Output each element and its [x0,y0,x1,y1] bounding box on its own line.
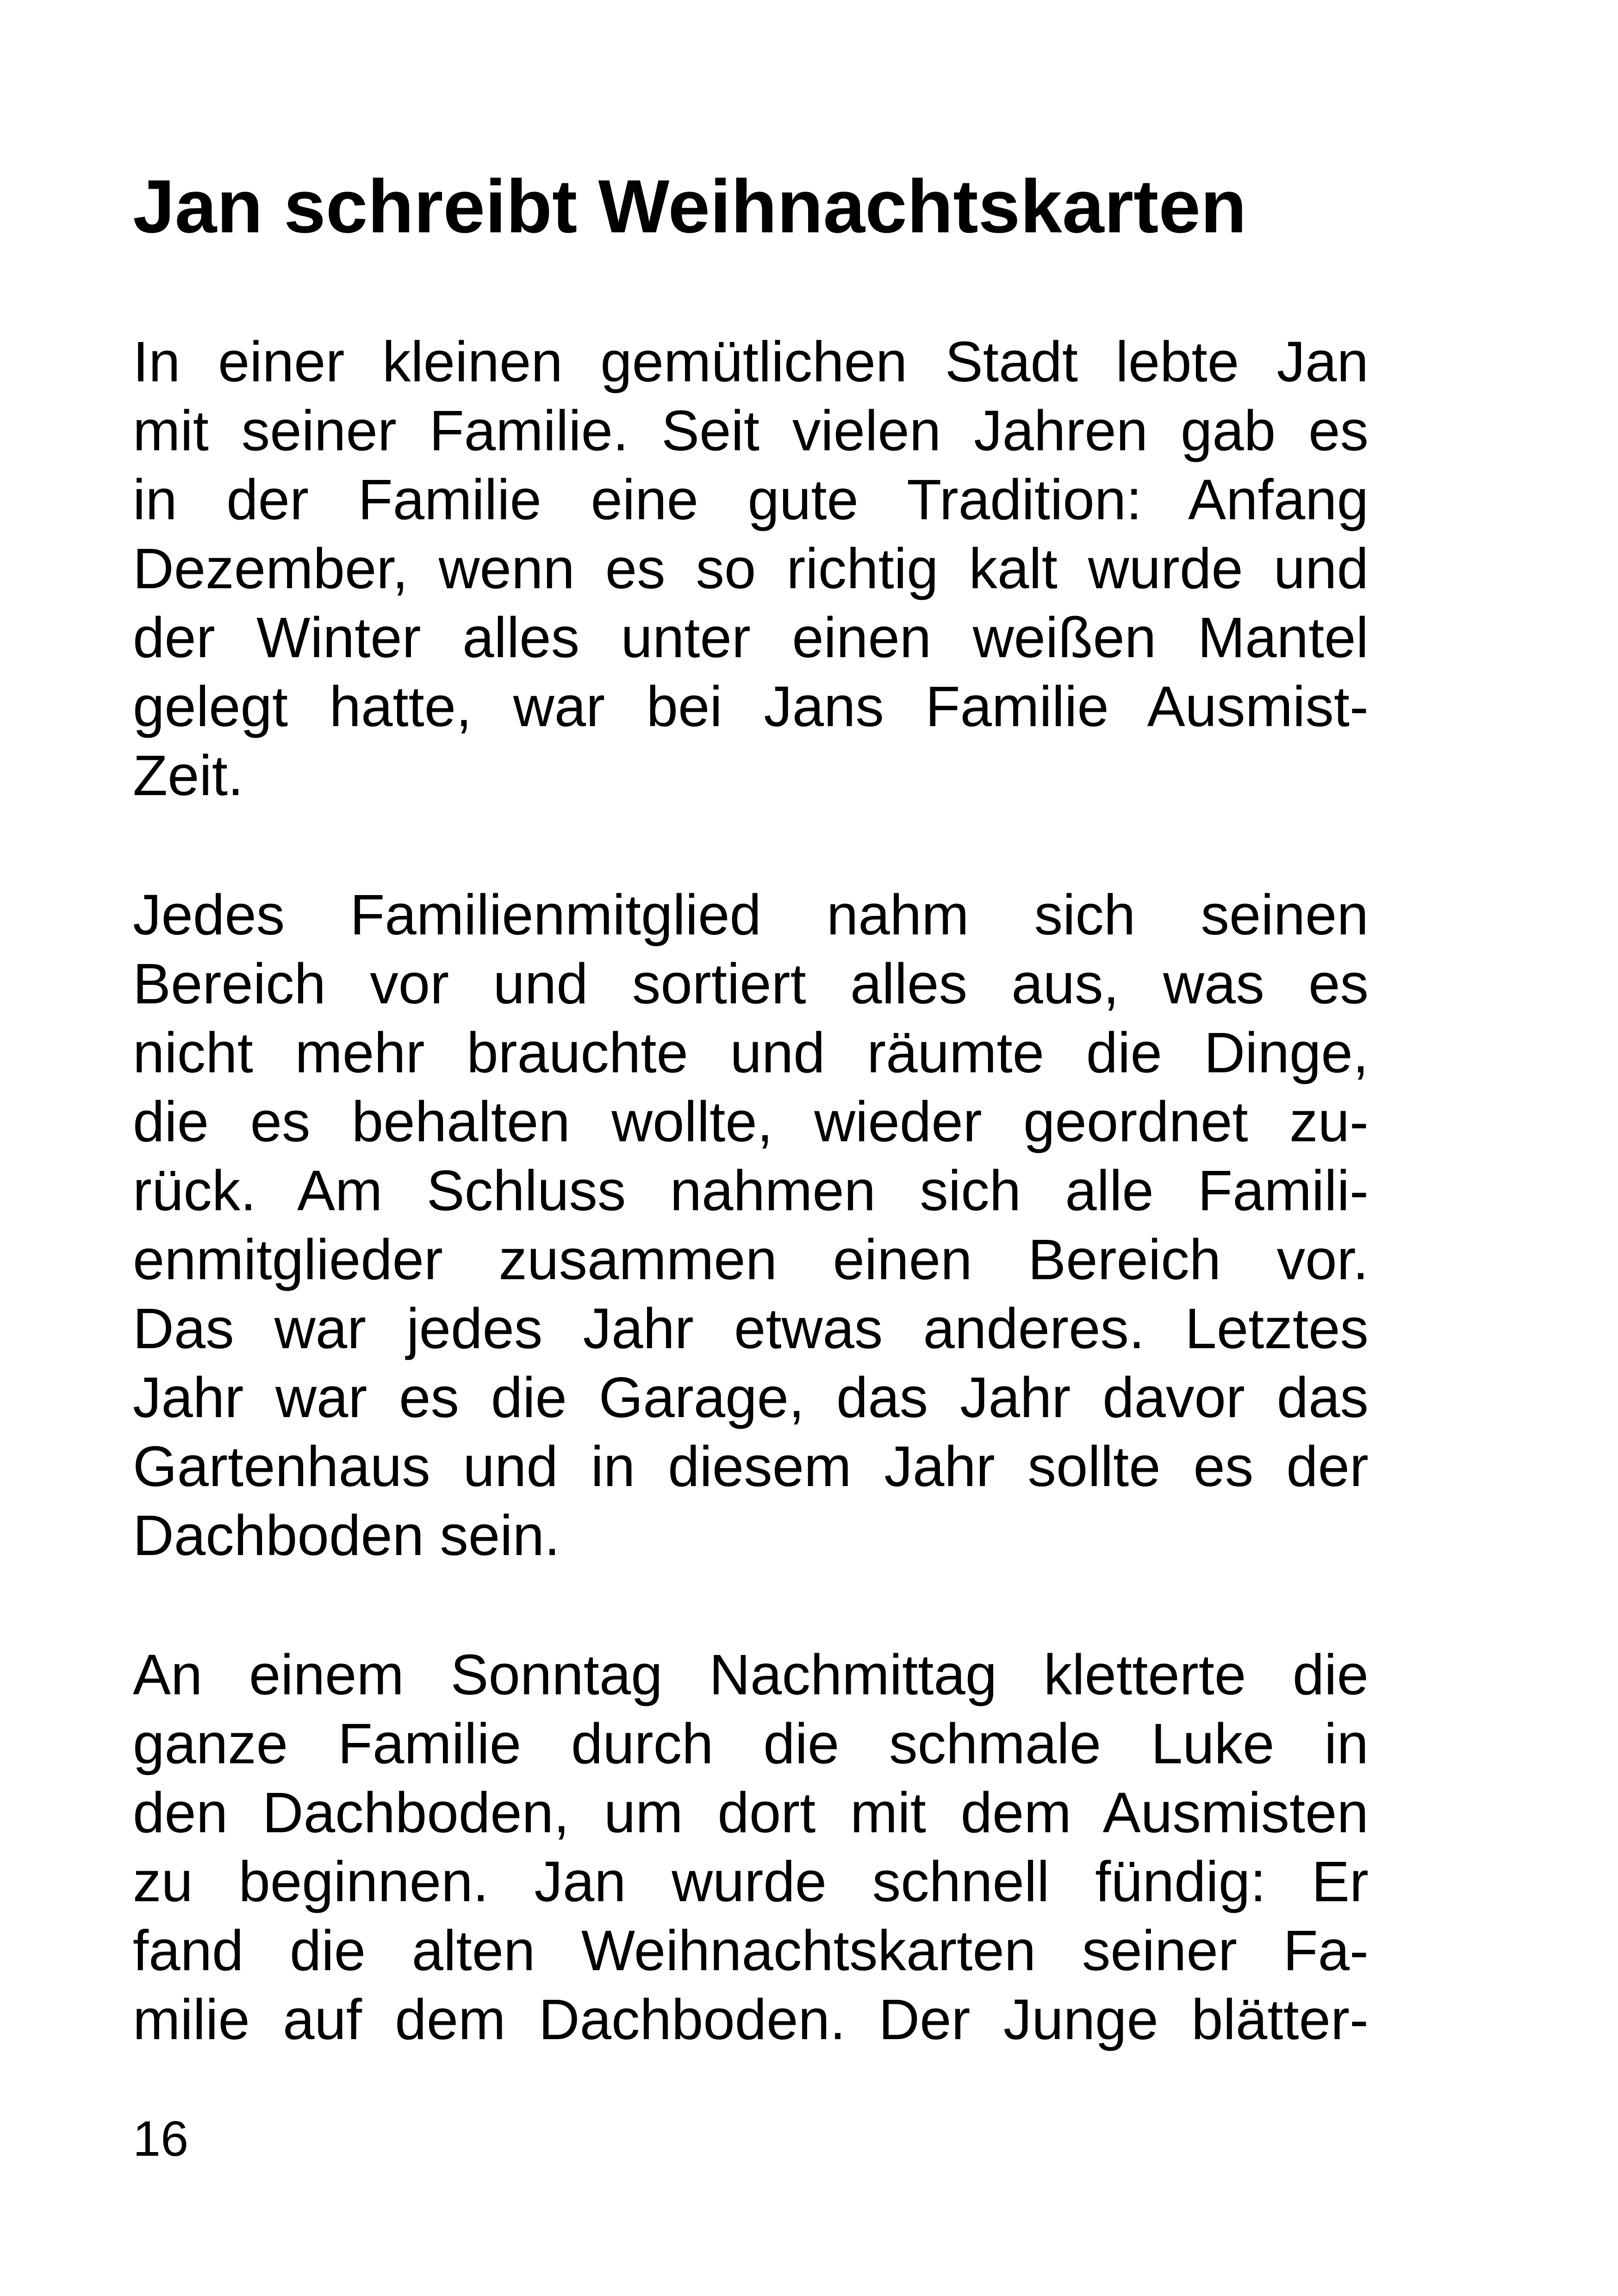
paragraph-line: Jedes Familienmitglied nahm sich seinen [133,884,1369,947]
paragraph-line: In einer kleinen gemütlichen Stadt lebte Jan [133,330,1369,394]
paragraph-line: Dachboden sein. [133,1504,560,1568]
paragraph-line: mit seiner Familie. Seit vielen Jahren gab es [133,399,1369,463]
paragraph-line: milie auf dem Dachboden. Der Junge blätter- [133,1988,1369,2052]
paragraph-line: Zeit. [133,744,244,808]
paragraph-line: zu beginnen. Jan wurde schnell fündig: Er [133,1850,1369,1914]
paragraph-line: Bereich vor und sortiert alles aus, was es [133,952,1369,1016]
paragraph-line: die es behalten wollte, wieder geordnet zu- [133,1090,1369,1154]
paragraph-line: in der Familie eine gute Tradition: Anfang [133,468,1369,532]
paragraph-line: nicht mehr brauchte und räumte die Dinge, [133,1021,1369,1085]
paragraph-line: fand die alten Weihnachtskarten seiner Fa- [133,1919,1369,1983]
paragraph-line: ganze Familie durch die schmale Luke in [133,1712,1369,1776]
paragraph-2 [133,881,1369,1570]
paragraph-line: gelegt hatte, war bei Jans Familie Ausmist- [133,675,1369,739]
paragraph-line: den Dachboden, um dort mit dem Ausmisten [133,1781,1369,1845]
paragraph-line: Das war jedes Jahr etwas anderes. Letztes [133,1297,1369,1361]
paragraph-line: enmitglieder zusammen einen Bereich vor. [133,1228,1369,1292]
paragraph-line: An einem Sonntag Nachmittag kletterte die [133,1643,1369,1707]
paragraph-3 [133,1641,1369,2054]
paragraph-line: Dezember, wenn es so richtig kalt wurde und [133,537,1369,601]
paragraph-line: Jahr war es die Garage, das Jahr davor das [133,1366,1369,1430]
page-number: 16 [133,2110,189,2166]
chapter-title: Jan schreibt Weihnachtskarten [133,164,1247,249]
paragraph-line: Gartenhaus und in diesem Jahr sollte es der [133,1435,1369,1499]
paragraph-1 [133,328,1369,810]
paragraph-line: der Winter alles unter einen weißen Mantel [133,606,1369,670]
paragraph-line: rück. Am Schluss nahmen sich alle Famili- [133,1159,1369,1223]
